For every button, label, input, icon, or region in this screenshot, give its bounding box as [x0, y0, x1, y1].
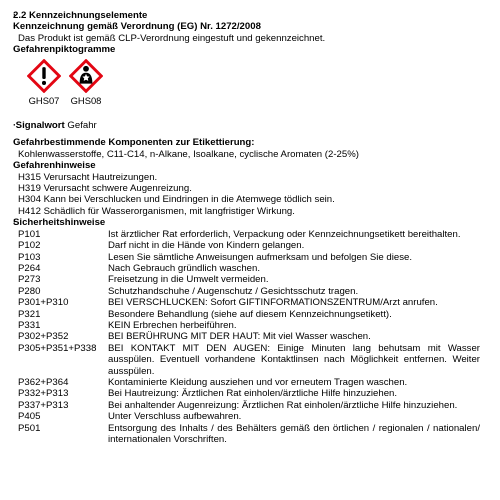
precaution-text: Nach Gebrauch gründlich waschen. [108, 262, 260, 274]
hazard-statement: H315 Verursacht Hautreizungen. [18, 171, 158, 183]
precaution-code: P101 [18, 228, 41, 240]
precaution-code: P337+P313 [18, 399, 69, 411]
precaution-row [18, 400, 480, 411]
precaution-code: P280 [18, 285, 41, 297]
precaution-row [18, 297, 480, 308]
precaution-code: P321 [18, 308, 41, 320]
pictogram-code: GHS08 [70, 94, 102, 106]
precaution-text: Ist ärztlicher Rat erforderlich, Verpackung oder Kennzeichnungsetikett bereithalten. [108, 228, 461, 240]
precaution-row [18, 320, 480, 331]
pictogram-row [12, 59, 488, 106]
precaution-code: P362+P364 [18, 376, 69, 388]
health-hazard-icon [69, 59, 103, 93]
exclamation-mark-icon [27, 59, 61, 93]
hazard-statements-heading: · Gefahrenhinweise [12, 160, 488, 171]
precaution-text: Entsorgung des Inhalts / des Behälters gemäß den örtlichen / regionalen / nationalen/ internationalen Vorschriften. [108, 422, 480, 445]
section-title: · 2.2 Kennzeichnungselemente [12, 10, 488, 21]
precaution-code: P301+P310 [18, 297, 69, 309]
signal-word-row [12, 120, 488, 131]
precaution-row [18, 331, 480, 342]
precaution-code: P305+P351+P338 [18, 342, 97, 354]
precaution-code: P405 [18, 411, 41, 423]
regulation-heading: · Kennzeichnung gemäß Verordnung (EG) Nr. 1272/2008 [12, 21, 488, 32]
precaution-row [18, 252, 480, 263]
precaution-row [18, 411, 480, 422]
precaution-code: P501 [18, 422, 41, 434]
pictogram-ghs07 [26, 59, 62, 106]
precaution-text: Schutzhandschuhe / Augenschutz / Gesichtsschutz tragen. [108, 285, 359, 297]
regulation-text: Das Produkt ist gemäß CLP-Verordnung eingestuft und gekennzeichnet. [18, 32, 326, 44]
precaution-row [18, 388, 480, 399]
precaution-text: Freisetzung in die Umwelt vermeiden. [108, 274, 269, 286]
precaution-code: P264 [18, 262, 41, 274]
precaution-row [18, 286, 480, 297]
precaution-row [18, 240, 480, 251]
precaution-text: Kontaminierte Kleidung ausziehen und vor erneutem Tragen waschen. [108, 376, 408, 388]
precaution-text: BEI BERÜHRUNG MIT DER HAUT: Mit viel Wasser waschen. [108, 331, 371, 343]
components-heading: · Gefahrbestimmende Komponenten zur Etikettierung: [12, 137, 488, 148]
precaution-text: Besondere Behandlung (siehe auf diesem Kennzeichnungsetikett). [108, 308, 392, 320]
precaution-text: Darf nicht in die Hände von Kindern gelangen. [108, 240, 305, 252]
precaution-code: P331 [18, 319, 41, 331]
signal-word-value: Gefahr [67, 120, 97, 132]
hazard-statement: H412 Schädlich für Wasserorganismen, mit langfristiger Wirkung. [18, 205, 295, 217]
precaution-row [18, 343, 480, 377]
precaution-code: P273 [18, 274, 41, 286]
pictograms-heading: · Gefahrenpiktogramme [12, 44, 488, 55]
precautionary-statements-table [18, 229, 480, 446]
precaution-row [18, 263, 480, 274]
precautionary-statements-heading: · Sicherheitshinweise [12, 217, 488, 228]
precaution-row [18, 229, 480, 240]
precaution-row [18, 423, 480, 446]
hazard-statement: H319 Verursacht schwere Augenreizung. [18, 183, 192, 195]
precaution-text: Unter Verschluss aufbewahren. [108, 411, 242, 423]
precaution-row [18, 274, 480, 285]
precaution-text: Bei anhaltender Augenreizung: Ärztlichen Rat einholen/ärztliche Hilfe hinzuziehen. [108, 399, 458, 411]
pictogram-code: GHS07 [28, 94, 60, 106]
precaution-text: KEIN Erbrechen herbeiführen. [108, 319, 237, 331]
precaution-row [18, 377, 480, 388]
precaution-text: Lesen Sie sämtliche Anweisungen aufmerksam und befolgen Sie diese. [108, 251, 412, 263]
hazard-statement: H304 Kann bei Verschlucken und Eindringen in die Atemwege tödlich sein. [18, 194, 335, 206]
pictogram-ghs08 [68, 59, 104, 106]
signal-word-label: Signalwort [15, 120, 65, 132]
components-text: Kohlenwasserstoffe, C11-C14, n-Alkane, Isoalkane, cyclische Aromaten (2-25%) [18, 148, 359, 160]
precaution-text: BEI VERSCHLUCKEN: Sofort GIFTINFORMATIONSZENTRUM/Arzt anrufen. [108, 297, 438, 309]
precaution-code: P102 [18, 240, 41, 252]
precaution-text: Bei Hautreizung: Ärztlichen Rat einholen/ärztliche Hilfe hinzuziehen. [108, 388, 398, 400]
precaution-code: P302+P352 [18, 331, 69, 343]
precaution-code: P103 [18, 251, 41, 263]
precaution-text: BEI KONTAKT MIT DEN AUGEN: Einige Minuten lang behutsam mit Wasser ausspülen. Eventuell vorhandene Kontaktlinsen nach Möglichkeit entfernen. Weiter ausspülen. [108, 342, 480, 377]
precaution-code: P332+P313 [18, 388, 69, 400]
precaution-row [18, 309, 480, 320]
